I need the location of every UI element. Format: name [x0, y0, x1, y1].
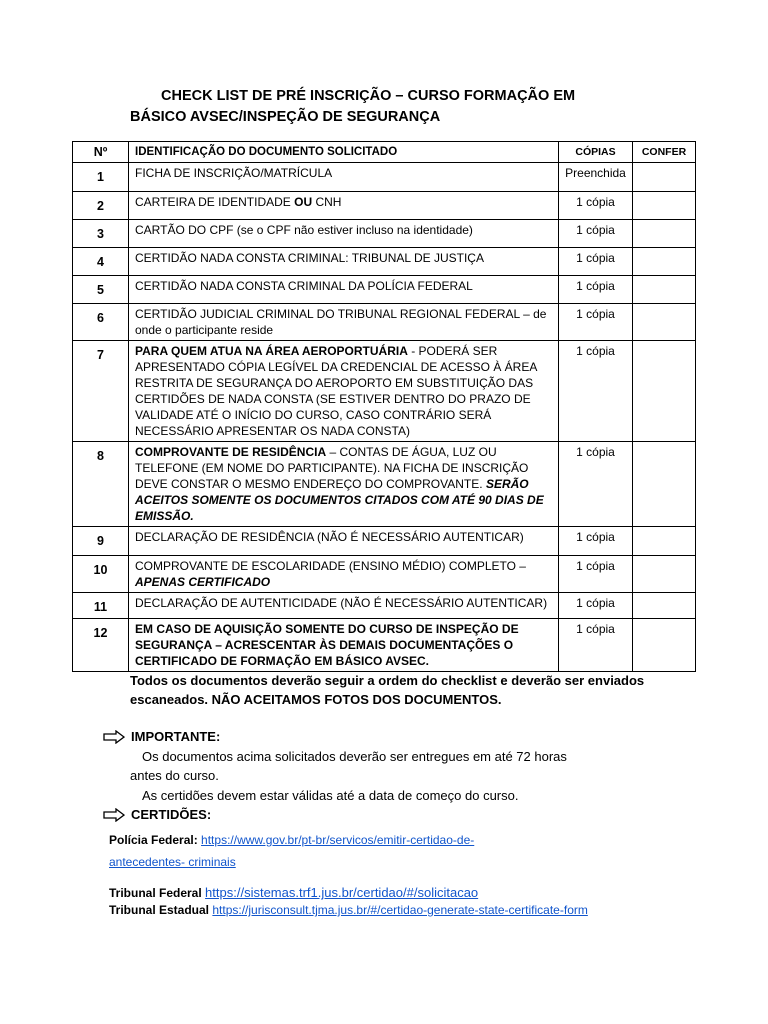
- row-copies: 1 cópia: [559, 276, 633, 304]
- row-copies: 1 cópia: [559, 304, 633, 341]
- document-text: CERTIDÃO JUDICIAL CRIMINAL DO TRIBUNAL REGIONAL FEDERAL – de onde o participante reside: [135, 307, 547, 337]
- document-text: SERÃO ACEITOS SOMENTE OS DOCUMENTOS CITADOS COM ATÉ 90 DIAS DE EMISSÃO.: [135, 477, 544, 523]
- table-header-row: [73, 142, 696, 163]
- row-confer-cell[interactable]: [633, 619, 696, 672]
- row-number: 8: [73, 442, 129, 527]
- document-text: CARTÃO DO CPF (se o CPF não estiver incluso na identidade): [135, 223, 473, 237]
- certidoes-links: [109, 832, 709, 919]
- row-confer-cell[interactable]: [633, 527, 696, 556]
- row-copies: 1 cópia: [559, 593, 633, 619]
- row-number: 6: [73, 304, 129, 341]
- pf-label: Polícia Federal:: [109, 833, 198, 847]
- checklist-table: [72, 141, 696, 672]
- table-row: [73, 556, 696, 593]
- document-text: CERTIDÃO NADA CONSTA CRIMINAL: TRIBUNAL DE JUSTIÇA: [135, 251, 484, 265]
- row-copies: 1 cópia: [559, 556, 633, 593]
- certidoes-heading: CERTIDÕES:: [131, 807, 212, 822]
- row-number: 3: [73, 220, 129, 248]
- document-text: COMPROVANTE DE RESIDÊNCIA: [135, 445, 327, 459]
- table-row: [73, 304, 696, 341]
- pf-link-cont[interactable]: antecedentes- criminais: [109, 855, 236, 869]
- row-document: [129, 304, 559, 341]
- document-text: CERTIDÃO NADA CONSTA CRIMINAL DA POLÍCIA FEDERAL: [135, 279, 473, 293]
- row-document: [129, 163, 559, 192]
- row-copies: 1 cópia: [559, 220, 633, 248]
- row-document: [129, 527, 559, 556]
- row-confer-cell[interactable]: [633, 304, 696, 341]
- document-text: COMPROVANTE DE ESCOLARIDADE (ENSINO MÉDIO) COMPLETO –: [135, 559, 526, 573]
- page-title: [130, 86, 690, 128]
- table-row: [73, 220, 696, 248]
- title-line-1: CHECK LIST DE PRÉ INSCRIÇÃO – CURSO FORMAÇÃO EM: [161, 88, 576, 104]
- table-row: [73, 619, 696, 672]
- table-row: [73, 276, 696, 304]
- document-text: CNH: [312, 195, 342, 209]
- header-copies: CÓPIAS: [559, 142, 633, 163]
- document-text: DECLARAÇÃO DE AUTENTICIDADE (NÃO É NECESSÁRIO AUTENTICAR): [135, 596, 548, 610]
- row-copies: 1 cópia: [559, 192, 633, 220]
- row-confer-cell[interactable]: [633, 248, 696, 276]
- row-confer-cell[interactable]: [633, 220, 696, 248]
- table-row: [73, 442, 696, 527]
- tf-link[interactable]: https://sistemas.trf1.jus.br/certidao/#/solicitacao: [205, 885, 479, 900]
- row-number: 5: [73, 276, 129, 304]
- row-confer-cell[interactable]: [633, 442, 696, 527]
- document-text: DECLARAÇÃO DE RESIDÊNCIA (NÃO É NECESSÁRIO AUTENTICAR): [135, 530, 524, 544]
- important-heading: IMPORTANTE:: [131, 729, 221, 744]
- row-number: 4: [73, 248, 129, 276]
- header-document: IDENTIFICAÇÃO DO DOCUMENTO SOLICITADO: [129, 142, 559, 163]
- table-row: [73, 527, 696, 556]
- table-row: [73, 192, 696, 220]
- document-text: EM CASO DE AQUISIÇÃO SOMENTE DO CURSO DE INSPEÇÃO DE SEGURANÇA – ACRESCENTAR ÀS DEMAIS DOCUMENTAÇÕES O CERTIFICADO DE FORMAÇÃO EM BÁSICO AVSEC.: [135, 622, 519, 668]
- row-number: 9: [73, 527, 129, 556]
- important-line-1: Os documentos acima solicitados deverão ser entregues em até 72 horas: [142, 748, 567, 764]
- important-line-3: As certidões devem estar válidas até a data de começo do curso.: [142, 787, 519, 803]
- table-row: [73, 341, 696, 442]
- row-copies: Preenchida: [559, 163, 633, 192]
- document-text: – CONTAS DE ÁGUA, LUZ OU TELEFONE (EM NOME DO PARTICIPANTE). NA FICHA DE INSCRIÇÃO DEVE CONSTAR O MESMO ENDEREÇO DO COMPROVANTE.: [135, 445, 529, 491]
- row-number: 2: [73, 192, 129, 220]
- row-document: [129, 341, 559, 442]
- row-document: [129, 248, 559, 276]
- table-row: [73, 248, 696, 276]
- table-row: [73, 593, 696, 619]
- document-text: PARA QUEM ATUA NA ÁREA AEROPORTUÁRIA: [135, 344, 408, 358]
- row-document: [129, 593, 559, 619]
- row-number: 1: [73, 163, 129, 192]
- te-link[interactable]: https://jurisconsult.tjma.jus.br/#/certidao-generate-state-certificate-form: [212, 903, 588, 917]
- row-confer-cell[interactable]: [633, 593, 696, 619]
- document-text: APENAS CERTIFICADO: [135, 575, 271, 589]
- row-document: [129, 442, 559, 527]
- row-confer-cell[interactable]: [633, 276, 696, 304]
- row-confer-cell[interactable]: [633, 192, 696, 220]
- row-confer-cell[interactable]: [633, 556, 696, 593]
- pf-link[interactable]: https://www.gov.br/pt-br/servicos/emitir-certidao-de-: [201, 833, 475, 847]
- row-number: 12: [73, 619, 129, 672]
- te-label: Tribunal Estadual: [109, 903, 210, 917]
- document-text: FICHA DE INSCRIÇÃO/MATRÍCULA: [135, 166, 333, 180]
- row-copies: 1 cópia: [559, 527, 633, 556]
- row-copies: 1 cópia: [559, 248, 633, 276]
- important-section: [103, 727, 663, 825]
- document-text: CARTEIRA DE IDENTIDADE: [135, 195, 295, 209]
- row-copies: 1 cópia: [559, 341, 633, 442]
- header-num: Nº: [73, 142, 129, 163]
- row-document: [129, 276, 559, 304]
- title-line-2: BÁSICO AVSEC/INSPEÇÃO DE SEGURANÇA: [130, 109, 441, 125]
- document-text: - PODERÁ SER APRESENTADO CÓPIA LEGÍVEL DA CREDENCIAL DE ACESSO À ÁREA RESTRITA DE SEGURANÇA DO AEROPORTO EM SUBSTITUIÇÃO DAS CERTIDÕES DE NADA CONSTA (SE ESTIVER DENTRO DO PRAZO DE VALIDADE ATÉ O INÍCIO DO CURSO, CASO CONTRÁRIO SERÁ NECESSÁRIO APRESENTAR OS NADA CONSTA): [135, 344, 537, 438]
- arrow-right-icon: [103, 808, 125, 822]
- instructions-note: Todos os documentos deverão seguir a ordem do checklist e deverão ser enviados escaneados. NÃO ACEITAMOS FOTOS DOS DOCUMENTOS.: [130, 673, 645, 707]
- header-confer: CONFER: [633, 142, 696, 163]
- row-confer-cell[interactable]: [633, 341, 696, 442]
- row-document: [129, 556, 559, 593]
- row-document: [129, 619, 559, 672]
- arrow-right-icon: [103, 730, 125, 744]
- table-row: [73, 163, 696, 192]
- row-confer-cell[interactable]: [633, 163, 696, 192]
- document-text: OU: [294, 195, 313, 209]
- important-line-2: antes do curso.: [130, 768, 219, 783]
- row-copies: 1 cópia: [559, 619, 633, 672]
- row-copies: 1 cópia: [559, 442, 633, 527]
- tf-label: Tribunal Federal: [109, 886, 202, 900]
- row-number: 7: [73, 341, 129, 442]
- row-number: 10: [73, 556, 129, 593]
- row-document: [129, 220, 559, 248]
- row-document: [129, 192, 559, 220]
- row-number: 11: [73, 593, 129, 619]
